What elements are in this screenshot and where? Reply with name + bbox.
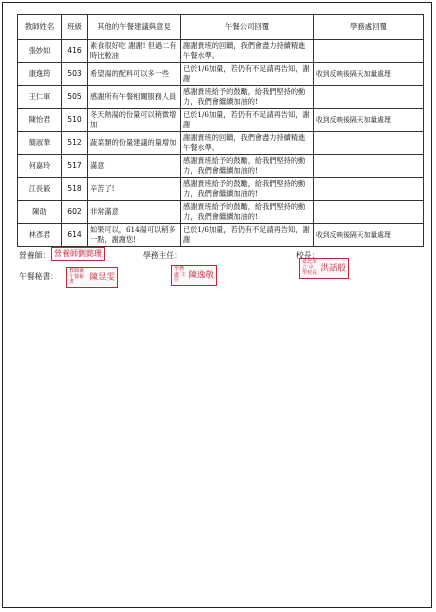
header-class: 班級 [62,15,88,40]
suggestion-cell: 素食很好吃 謝謝! 但過二有時比較油 [88,40,181,63]
company-reply-cell: 已於1/6加量，若仍有不足請再告知，謝謝 [181,224,314,247]
table-row [18,132,424,155]
nutritionist-label: 營養師： [19,251,51,260]
secretary-label: 午餐秘書： [19,272,58,281]
teacher-name-cell: 王仁軍 [18,86,62,109]
table-row [18,63,424,86]
class-cell: 614 [62,224,88,247]
principal-stamp-name: 洪話般 [320,263,347,274]
office-reply-cell: 收到反映後隔天加量處理 [314,63,424,86]
company-reply-cell: 謝謝貴班的回饋，我們會盡力持續精進午餐水準。 [181,132,314,155]
company-reply-cell: 已於1/6加量，若仍有不足請再告知，謝謝 [181,109,314,132]
suggestion-cell: 辛苦了! [88,178,181,201]
company-reply-cell: 已於1/6加量，若仍有不足請再告知，謝謝 [181,63,314,86]
principal-stamp-title: 臺北市立 中學校長 [302,259,318,276]
principal-stamp [299,258,349,279]
teacher-name-cell: 林彥君 [18,224,62,247]
suggestion-cell: 非常滿意 [88,201,181,224]
header-suggestion: 其他的午餐建議與意見 [88,15,181,40]
teacher-name-cell: 康逸筠 [18,63,62,86]
nutritionist-stamp-text: 營養師劉懿珊 [54,249,102,258]
office-reply-cell [314,132,424,155]
nutritionist-stamp [51,247,105,261]
office-reply-cell [314,178,424,201]
class-cell: 510 [62,109,88,132]
teacher-name-cell: 江長毅 [18,178,62,201]
header-office-reply: 學務處回覆 [314,15,424,40]
director-stamp [171,265,217,286]
director-stamp-name: 陳逸敬 [188,270,215,281]
table-row [18,109,424,132]
table-header-row [18,15,424,40]
class-cell: 517 [62,155,88,178]
table-row [18,201,424,224]
company-reply-cell: 感謝貴班給予的鼓勵，給我們堅持的動力，我們會繼續加油的! [181,178,314,201]
suggestion-cell: 如果可以，614湯可以稍多一點，謝謝您! [88,224,181,247]
director-stamp-title: 學務處 主任 [174,266,186,283]
lunch-feedback-table [17,14,424,247]
document-page [2,2,432,608]
suggestion-cell: 蔬菜類的份量建議的量增加 [88,132,181,155]
office-reply-cell: 收到反映後隔天加量處理 [314,224,424,247]
table-row [18,155,424,178]
director-label: 學務主任： [143,251,182,260]
office-reply-cell [314,86,424,109]
suggestion-cell: 冬天熱湯的份量可以稍微增加 [88,109,181,132]
table-row [18,40,424,63]
office-reply-cell [314,201,424,224]
teacher-name-cell: 何嘉玲 [18,155,62,178]
secretary-stamp [66,267,118,288]
principal-label: 校長： [296,251,320,260]
teacher-name-cell: 簡淑華 [18,132,62,155]
suggestion-cell: 感謝所有午餐相關服務人員 [88,86,181,109]
teacher-name-cell: 陳劭 [18,201,62,224]
company-reply-cell: 謝謝貴班的回饋，我們會盡力持續精進午餐水準。 [181,40,314,63]
office-reply-cell: 收到反映後隔天加量處理 [314,109,424,132]
header-teacher-name: 教師姓名 [18,15,62,40]
company-reply-cell: 感謝貴班給予的鼓勵，給我們堅持的動力，我們會繼續加油的! [181,155,314,178]
company-reply-cell: 感謝貴班給予的鼓勵，給我們堅持的動力，我們會繼續加油的! [181,201,314,224]
class-cell: 503 [62,63,88,86]
header-company-reply: 午餐公司回覆 [181,15,314,40]
table-row [18,86,424,109]
teacher-name-cell: 陳怡君 [18,109,62,132]
class-cell: 416 [62,40,88,63]
class-cell: 512 [62,132,88,155]
company-reply-cell: 感謝貴班給予的鼓勵，給我們堅持的動力，我們會繼續加油的! [181,86,314,109]
suggestion-cell: 滿意 [88,155,181,178]
class-cell: 602 [62,201,88,224]
teacher-name-cell: 張妙如 [18,40,62,63]
secretary-stamp-title: 教師兼 午餐秘書 [69,268,85,285]
table-row [18,178,424,201]
class-cell: 518 [62,178,88,201]
secretary-stamp-name: 陳昱雯 [89,272,116,283]
office-reply-cell [314,155,424,178]
office-reply-cell [314,40,424,63]
table-row [18,224,424,247]
suggestion-cell: 希望湯的配料可以多一些 [88,63,181,86]
class-cell: 505 [62,86,88,109]
